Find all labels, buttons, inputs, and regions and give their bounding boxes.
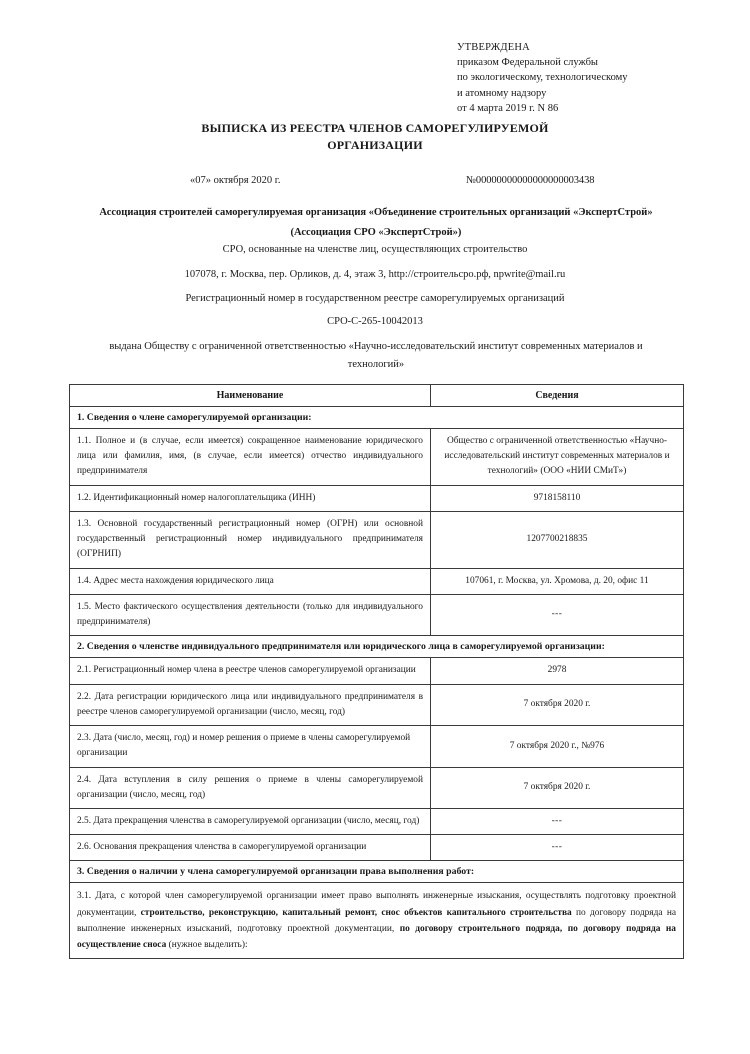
row-name-1-4: 1.4. Адрес места нахождения юридического лица [70,568,431,594]
row-name-1-5: 1.5. Место фактического осуществления деятельности (только для индивидуального предпринимателя) [70,594,431,635]
document-date: «07» октября 2020 г. [190,175,281,186]
row-value-2-2: 7 октября 2020 г. [431,684,684,725]
section-row-3 [70,861,684,883]
table-row [70,511,684,568]
row-name-2-1: 2.1. Регистрационный номер члена в реестре членов саморегулируемой организации [70,658,431,684]
column-header-value: Сведения [431,385,684,407]
section-title-1: 1. Сведения о члене саморегулируемой организации: [70,407,684,429]
table-row [70,808,684,834]
section-title-2: 2. Сведения о членстве индивидуального предпринимателя или юридического лица в саморегулируемой организации: [70,636,684,658]
row-value-2-1: 2978 [431,658,684,684]
table-row [70,684,684,725]
registry-number: СРО-С-265-10042013 [327,316,423,327]
row-name-2-6: 2.6. Основания прекращения членства в саморегулируемой организации [70,835,431,861]
organization-name-full: Ассоциация строителей саморегулируемая организация «Объединение строительных организаций «ЭкспертСтрой» [99,207,653,218]
organization-name-short: (Ассоциация СРО «ЭкспертСтрой») [290,226,462,238]
row-value-1-2: 9718158110 [431,485,684,511]
doc-title-line-2: ОРГАНИЗАЦИИ [327,138,423,153]
row-name-2-5: 2.5. Дата прекращения членства в саморегулируемой организации (число, месяц, год) [70,808,431,834]
page-title [0,120,750,155]
table-row [70,658,684,684]
registry-table [69,384,684,959]
table-row [70,835,684,861]
section-row-1 [70,407,684,429]
approval-line-3: и атомному надзору [457,87,547,99]
sro-basis: СРО, основанные на членстве лиц, осуществляющих строительство [222,244,528,255]
rights-text-bold-2: по договору строительного подряда, по договору подряда на осуществление сноса [77,923,676,950]
doc-title-line-1: ВЫПИСКА ИЗ РЕЕСТРА ЧЛЕНОВ САМОРЕГУЛИРУЕМОЙ [201,121,549,135]
organization-address: 107078, г. Москва, пер. Орликов, д. 4, этаж 3, http://строительсро.рф, npwrite@mail.ru [184,269,566,280]
row-value-1-3: 1207700218835 [431,511,684,568]
row-value-2-4: 7 октября 2020 г. [431,767,684,808]
section-title-3: 3. Сведения о наличии у члена саморегулируемой организации права выполнения работ: [70,861,684,883]
row-name-2-4: 2.4. Дата вступления в силу решения о приеме в члены саморегулируемой организации (число, месяц, год) [70,767,431,808]
organization-name [68,203,684,243]
row-name-2-3: 2.3. Дата (число, месяц, год) и номер решения о приеме в члены саморегулируемой организации [70,726,431,767]
row-value-2-3: 7 октября 2020 г., №976 [431,726,684,767]
rights-text-part-3: (нужное выделить): [166,939,248,950]
table-row [70,485,684,511]
table-row [70,767,684,808]
document-number: №00000000000000000003438 [466,175,595,186]
row-name-1-2: 1.2. Идентификационный номер налогоплательщика (ИНН) [70,485,431,511]
approval-line-2: по экологическому, технологическому [457,72,628,84]
table-row [70,429,684,486]
row-value-1-5: --- [431,594,684,635]
rights-text-bold-1: строительство, реконструкцию, капитальный ремонт, снос объектов капитального строительства [140,907,572,918]
row-value-2-6: --- [431,835,684,861]
table-row [70,883,684,959]
registry-caption: Регистрационный номер в государственном реестре саморегулируемых организаций [185,293,565,304]
row-value-1-4: 107061, г. Москва, ул. Хромова, д. 20, офис 11 [431,568,684,594]
approval-title: УТВЕРЖДЕНА [457,42,530,53]
row-name-2-2: 2.2. Дата регистрации юридического лица или индивидуального предпринимателя в реестре членов саморегулируемой организации (число, месяц, год) [70,684,431,725]
rights-text-part-1: 3.1. Дата, с которой член саморегулируемой организации имеет право выполнять инженерные изыскания, осуществлять подготовку проектной документации, [77,891,676,918]
approval-block [457,40,727,116]
table-row [70,594,684,635]
row-name-3-1 [70,883,684,959]
table-header-row [70,385,684,407]
date-number-row [0,175,750,191]
table-row [70,568,684,594]
column-header-name: Наименование [70,385,431,407]
issued-to: выдана Обществу с ограниченной ответственностью «Научно-исследовательский институт современных материалов и технологий» [109,341,643,371]
rights-text-part-2: по договору подряда на выполнение инженерных изысканий, подготовку проектной документации, [77,907,677,934]
table-row [70,726,684,767]
row-value-2-5: --- [431,808,684,834]
approval-line-4: от 4 марта 2019 г. N 86 [457,102,559,114]
approval-line-1: приказом Федеральной службы [457,57,598,69]
row-value-1-1: Общество с ограниченной ответственностью «Научно-исследовательский институт современных материалов и технологий» (ООО «НИИ СМиТ») [431,429,684,486]
row-name-1-3: 1.3. Основной государственный регистрационный номер (ОГРН) или основной государственный регистрационный номер индивидуального предпринимателя (ОГРНИП) [70,511,431,568]
row-name-1-1: 1.1. Полное и (в случае, если имеется) сокращенное наименование юридического лица или фамилия, имя, (в случае, если имеется) отчество индивидуального предпринимателя [70,429,431,486]
section-row-2 [70,636,684,658]
